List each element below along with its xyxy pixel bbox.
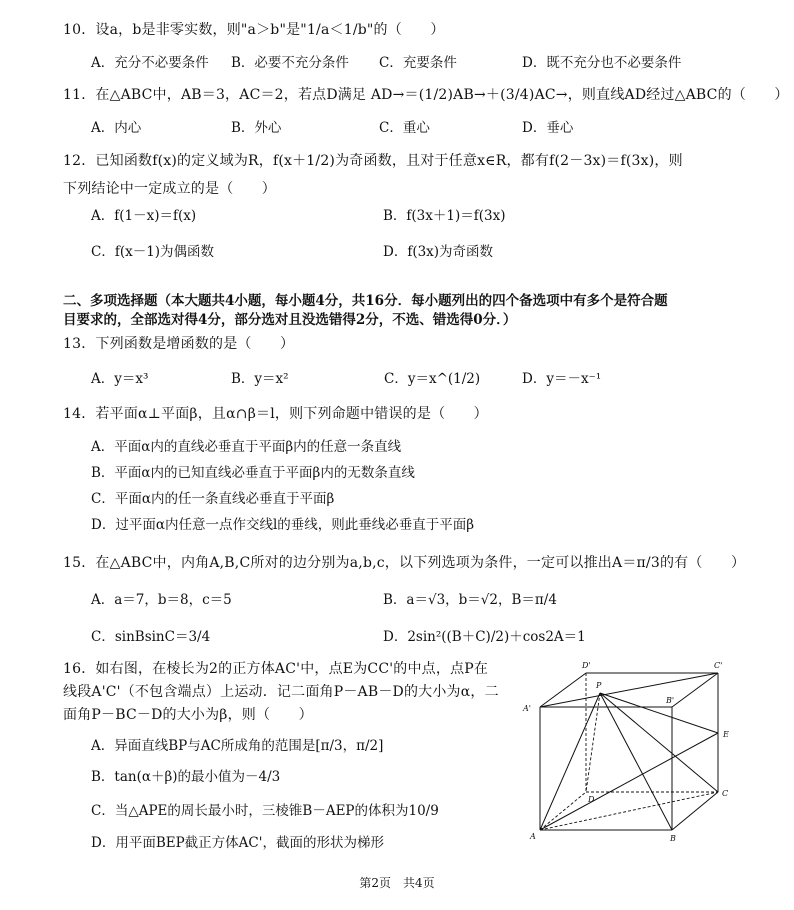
- label-b1: B': [666, 696, 675, 705]
- q14-option-b: B．平面α内的已知直线必垂直于平面β内的无数条直线: [91, 465, 415, 481]
- q13-option-a: A．y＝x³: [91, 371, 149, 387]
- q15-option-b: B．a＝√3，b＝√2，B＝π/4: [383, 592, 557, 608]
- q11-option-d: D．垂心: [522, 120, 574, 136]
- q14-stem: 14．若平面α⊥平面β，且α∩β＝l，则下列命题中错误的是（ ）: [63, 406, 488, 422]
- label-a: A: [530, 832, 536, 841]
- q16-option-a: A．异面直线BP与AC所成角的范围是[π/3，π/2]: [91, 738, 384, 754]
- edge-pa: [540, 693, 600, 830]
- label-c1: C': [714, 661, 723, 670]
- q16-option-b: B．tan(α＋β)的最小值为－4/3: [91, 769, 281, 785]
- q11-option-b: B．外心: [231, 120, 282, 136]
- q12-stem-line-2: 下列结论中一定成立的是（ ）: [63, 181, 276, 197]
- q14-option-d: D．过平面α内任意一点作交线l的垂线，则此垂线必垂直于平面β: [91, 517, 475, 533]
- q10-option-d: D．既不充分也不必要条件: [522, 55, 682, 71]
- q12-option-a: A．f(1－x)＝f(x): [91, 208, 197, 224]
- q12-option-c: C．f(x－1)为偶函数: [91, 244, 215, 260]
- q10-option-a: A．充分不必要条件: [91, 55, 209, 71]
- edge-bc: [672, 792, 718, 830]
- label-e: E: [723, 730, 729, 739]
- q15-option-d: D．2sin²((B＋C)/2)＋cos2A＝1: [383, 629, 586, 645]
- q15-stem: 15．在△ABC中，内角A,B,C所对的边分别为a,b,c，以下列选项为条件，一定可以推出A＝π/3的有（ ）: [63, 555, 746, 571]
- q14-option-c: C．平面α内的任一条直线必垂直于平面β: [91, 491, 335, 507]
- q13-option-c: C．y＝x^(1/2): [384, 371, 481, 387]
- label-d: D: [588, 795, 595, 804]
- q13-option-d: D．y＝－x⁻¹: [522, 371, 602, 387]
- page-footer: 第2页 共4页: [359, 876, 435, 890]
- q13-stem: 13．下列函数是增函数的是（ ）: [63, 336, 295, 352]
- q13-option-b: B．y＝x²: [231, 371, 289, 387]
- q12-stem-line-1: 12．已知函数f(x)的定义域为R，f(x＋1/2)为奇函数，且对于任意x∈R，都有f(2－3x)＝f(3x)，则: [63, 153, 683, 169]
- q11-option-a: A．内心: [91, 120, 142, 136]
- label-a1: A': [523, 704, 531, 713]
- q16-stem-line-1: 16．如右图，在棱长为2的正方体AC'中，点E为CC'的中点，点P在: [63, 661, 489, 677]
- section2-heading-line-2: 目要求的，全部选对得4分，部分选对且没选错得2分，不选、错选得0分．）: [63, 312, 517, 328]
- q11-option-c: C．重心: [379, 120, 430, 136]
- edge-b1c1: [672, 673, 718, 707]
- q14-option-a: A．平面α内的直线必垂直于平面β内的任意一条直线: [91, 439, 402, 455]
- label-b: B: [670, 834, 676, 843]
- label-c: C: [722, 789, 729, 798]
- q16-stem-line-3: 面角P－BC－D的大小为β，则（ ）: [63, 707, 313, 723]
- q16-option-d: D．用平面BEP截正方体AC'，截面的形状为梯形: [91, 835, 384, 851]
- q10-option-c: C．充要条件: [379, 55, 457, 71]
- q16-option-c: C．当△APE的周长最小时，三棱锥B－AEP的体积为10/9: [91, 803, 439, 819]
- label-d1: D': [582, 661, 591, 670]
- cube-figure: [520, 655, 750, 845]
- label-p: P: [596, 681, 602, 690]
- q15-option-c: C．sinBsinC＝3/4: [91, 629, 211, 645]
- q12-option-d: D．f(3x)为奇函数: [383, 244, 494, 260]
- q11-stem: 11．在△ABC中，AB＝3，AC＝2，若点D满足 AD→＝(1/2)AB→＋(3/4)AC→，则直线AD经过△ABC的（ ）: [63, 87, 789, 103]
- q16-stem-line-2: 线段A'C'（不包含端点）上运动．记二面角P－AB－D的大小为α，二: [63, 684, 499, 700]
- edge-a1d1: [540, 673, 586, 707]
- edge-a1c1: [540, 673, 718, 707]
- q10-stem: 10．设a，b是非零实数，则"a＞b"是"1/a＜1/b"的（ ）: [63, 22, 445, 38]
- edge-ad-hidden: [540, 792, 586, 830]
- q15-option-a: A．a＝7，b＝8，c＝5: [91, 592, 232, 608]
- q12-option-b: B．f(3x＋1)＝f(3x): [383, 208, 506, 224]
- q10-option-b: B．必要不充分条件: [231, 55, 349, 71]
- section2-heading-line-1: 二、多项选择题（本大题共4小题，每小题4分，共16分．每小题列出的四个备选项中有多个是符合题: [63, 293, 668, 309]
- edge-ac-hidden: [540, 792, 718, 830]
